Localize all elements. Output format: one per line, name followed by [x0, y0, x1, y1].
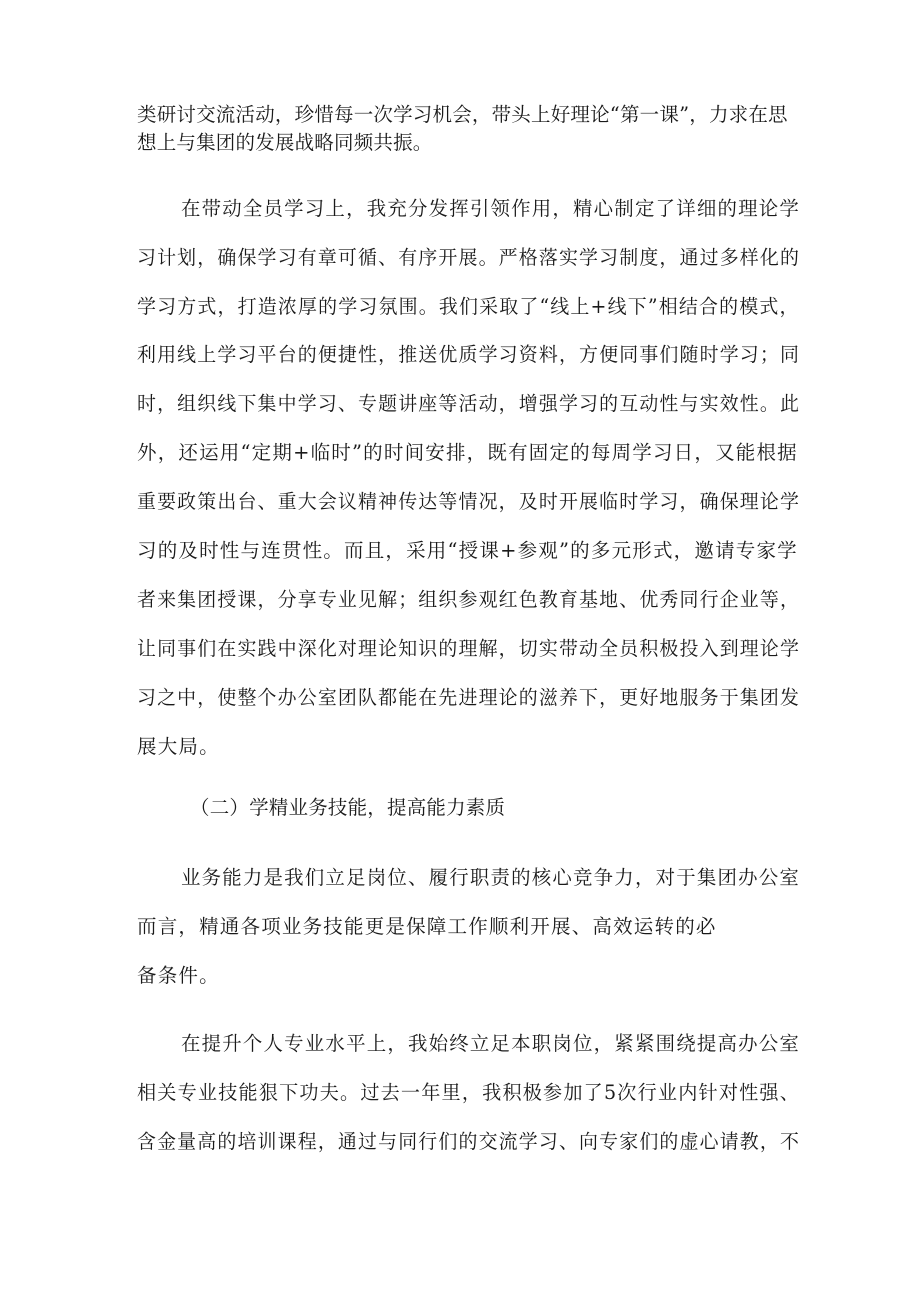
- text-line: 利用线上学习平台的便捷性，推送优质学习资料，方便同事们随时学习；同: [137, 343, 801, 366]
- text-line: 在带动全员学习上，我充分发挥引领作用，精心制定了详细的理论学: [181, 197, 801, 220]
- text-line: 展大局。: [137, 735, 220, 758]
- text-line: 类研讨交流活动，珍惜每一次学习机会，带头上好理论“第一课”，力求在思: [137, 103, 788, 126]
- text-line: 业务能力是我们立足岗位、履行职责的核心竞争力，对于集团办公室: [181, 866, 801, 889]
- text-line: 重要政策出台、重大会议精神传达等情况，及时开展临时学习，确保理论学: [137, 490, 801, 513]
- text-line: 者来集团授课，分享专业见解；组织参观红色教育基地、优秀同行企业等，: [137, 588, 801, 611]
- text-line: 习计划，确保学习有章可循、有序开展。严格落实学习制度，通过多样化的: [137, 246, 801, 269]
- text-line: 备条件。: [137, 964, 220, 987]
- section-heading: （二）学精业务技能，提高能力素质: [190, 796, 506, 819]
- text-line: 习之中，使整个办公室团队都能在先进理论的滋养下，更好地服务于集团发: [137, 686, 801, 709]
- text-line: 时，组织线下集中学习、专题讲座等活动，增强学习的互动性与实效性。此: [137, 392, 801, 415]
- text-line: 想上与集团的发展战略同频共振。: [137, 131, 433, 154]
- text-line: 学习方式，打造浓厚的学习氛围。我们采取了“线上+线下”相结合的模式，: [137, 295, 800, 318]
- text-line: 习的及时性与连贯性。而且，采用“授课+参观”的多元形式，邀请专家学: [137, 539, 798, 562]
- text-line: 外，还运用“定期+临时”的时间安排，既有固定的每周学习日，又能根据: [137, 441, 798, 464]
- text-line: 相关专业技能狠下功夫。过去一年里，我积极参加了5次行业内针对性强、: [137, 1081, 801, 1104]
- text-line: 含金量高的培训课程，通过与同行们的交流学习、向专家们的虚心请教，不: [137, 1130, 801, 1153]
- text-line: 而言，精通各项业务技能更是保障工作顺利开展、高效运转的必: [137, 915, 717, 938]
- text-line: 让同事们在实践中深化对理论知识的理解，切实带动全员积极投入到理论学: [137, 637, 801, 660]
- text-line: 在提升个人专业水平上，我始终立足本职岗位，紧紧围绕提高办公室: [181, 1032, 801, 1055]
